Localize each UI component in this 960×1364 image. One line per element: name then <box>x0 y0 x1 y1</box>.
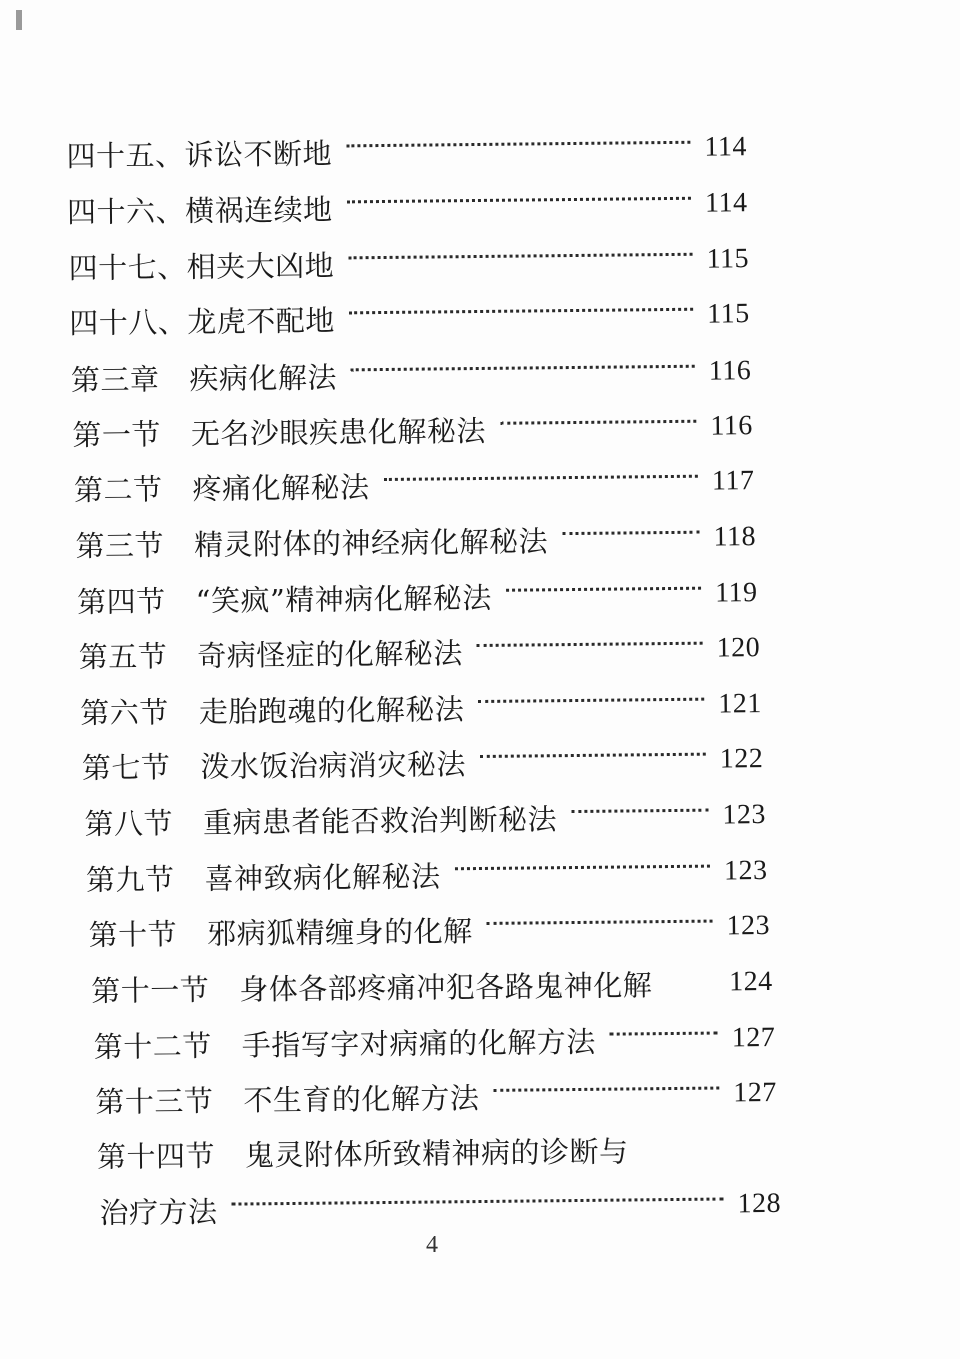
leader-dots <box>454 864 709 870</box>
toc-entry-number: 第二节 <box>73 471 163 507</box>
leader-dots <box>351 364 695 371</box>
toc-entry-number: 第十三节 <box>95 1083 214 1119</box>
toc-entry-title: 重病患者能否救治判断秘法 <box>202 801 558 840</box>
toc-entry-number: 第三章 <box>70 361 160 397</box>
toc-section[interactable] <box>82 737 772 788</box>
toc-section[interactable] <box>72 404 762 455</box>
toc-section-continuation[interactable] <box>99 1182 789 1233</box>
leader-dots <box>346 140 690 147</box>
toc-entry-number: 四十八、 <box>69 304 188 340</box>
toc-entry-page: 114 <box>704 131 748 163</box>
leader-dots <box>562 530 699 534</box>
toc-entry-page: 118 <box>713 521 757 553</box>
toc-entry-title: 鬼灵附体所致精神病的诊断与 <box>244 1133 629 1172</box>
leader-dots <box>658 976 723 977</box>
toc-entry[interactable] <box>67 181 757 232</box>
toc-entry-page: 115 <box>706 243 750 275</box>
toc-entry-number: 第七节 <box>81 749 171 785</box>
toc-entry-number: 第十一节 <box>91 972 210 1008</box>
toc-entry[interactable] <box>66 125 756 176</box>
toc-entry-title: 身体各部疼痛冲犯各路鬼神化解 <box>239 967 653 1007</box>
toc-entry-title: 泼水饭治病消灾秘法 <box>200 746 467 784</box>
toc-entry-title: 相夹大凶地 <box>186 248 335 284</box>
toc-entry-page: 117 <box>711 465 755 497</box>
leader-dots <box>500 419 696 424</box>
toc-entry-title: 疾病化解法 <box>189 359 338 396</box>
toc-entry-title: 手指写字对病痛的化解方法 <box>241 1024 596 1063</box>
toc-section[interactable] <box>74 459 764 510</box>
toc-entry-page: 127 <box>733 1076 777 1109</box>
leader-dots <box>610 1031 718 1035</box>
toc-entry-number: 四十五、 <box>66 137 185 173</box>
toc-section[interactable] <box>91 960 781 1011</box>
toc-entry-page: 122 <box>719 743 764 775</box>
toc-entry-number: 第六节 <box>80 694 170 730</box>
toc-chapter[interactable] <box>71 349 761 400</box>
toc-entry-page: 116 <box>710 410 753 442</box>
toc-entry-page: 115 <box>707 298 750 330</box>
toc-entry-number: 第三节 <box>75 527 165 563</box>
toc-entry-title: 邪病狐精缠身的化解 <box>206 913 473 951</box>
toc-section[interactable] <box>86 849 776 900</box>
toc-entry-page: 121 <box>718 688 762 720</box>
toc-entry-page: 116 <box>708 355 752 387</box>
toc-entry-title: 治疗方法 <box>99 1194 218 1230</box>
page-number: 4 <box>426 1232 438 1258</box>
leader-dots <box>480 752 706 757</box>
toc-entry-page: 123 <box>722 799 767 831</box>
toc-entry[interactable] <box>69 292 759 343</box>
leader-dots <box>506 586 701 591</box>
toc-section[interactable] <box>80 682 770 733</box>
toc-entry-title: 横祸连续地 <box>184 192 333 228</box>
toc-section[interactable] <box>95 1071 785 1122</box>
toc-entry-title: 走胎跑魂的化解秘法 <box>198 691 465 729</box>
toc-entry-page: 123 <box>726 909 771 942</box>
toc-entry-title: 疼痛化解秘法 <box>192 469 370 506</box>
leader-dots <box>346 196 690 203</box>
toc-entry-page: 124 <box>729 965 773 998</box>
toc-entry-title: 不生育的化解方法 <box>243 1080 480 1117</box>
leader-dots <box>571 808 708 812</box>
toc-entry-title: 龙虎不配地 <box>187 303 335 339</box>
leader-dots <box>348 252 692 259</box>
toc-entry-page: 119 <box>714 577 758 609</box>
toc-section[interactable] <box>84 793 774 844</box>
toc-entry-number: 第九节 <box>85 861 175 897</box>
toc-entry-title: 诉讼不断地 <box>184 136 333 172</box>
toc-entry-title: 精灵附体的神经病化解秘法 <box>193 523 549 562</box>
toc-entry-page: 128 <box>737 1187 782 1220</box>
toc-entry-title: 奇病怪症的化解秘法 <box>197 635 463 673</box>
toc-section[interactable] <box>77 571 767 622</box>
toc-entry-page: 114 <box>704 187 748 219</box>
leader-dots <box>383 474 697 480</box>
leader-dots <box>349 307 693 314</box>
toc-entry-title: “笑疯”精神病化解秘法 <box>195 580 492 618</box>
toc-entry-number: 四十六、 <box>66 193 186 229</box>
leader-dots <box>493 1086 719 1091</box>
toc-entry-number: 第十二节 <box>93 1028 213 1064</box>
toc-entry-title: 喜神致病化解秘法 <box>204 858 441 896</box>
toc-entry-number: 第四节 <box>76 583 166 619</box>
leader-dots <box>478 697 704 702</box>
toc-section[interactable] <box>75 515 765 566</box>
leader-dots <box>487 919 713 924</box>
toc-section[interactable] <box>94 1016 784 1067</box>
toc-entry-number: 第五节 <box>78 638 168 674</box>
toc-entry-number: 第八节 <box>84 805 174 841</box>
leader-dots <box>231 1197 723 1205</box>
toc-section[interactable] <box>97 1126 787 1177</box>
toc-entry-page: 120 <box>716 632 761 664</box>
toc-entry-title: 无名沙眼疾患化解秘法 <box>190 413 487 451</box>
toc-entry[interactable] <box>68 237 758 288</box>
toc-entry-page: 123 <box>723 855 768 887</box>
toc-entry-number: 第十四节 <box>96 1138 216 1174</box>
toc-section[interactable] <box>88 904 778 955</box>
toc-entry-number: 第十节 <box>88 916 178 952</box>
toc-entry-page: 127 <box>731 1021 776 1054</box>
toc-section[interactable] <box>78 626 768 677</box>
toc-entry-number: 第一节 <box>72 416 162 452</box>
toc-entry-number: 四十七、 <box>68 249 187 285</box>
leader-dots <box>477 641 703 646</box>
